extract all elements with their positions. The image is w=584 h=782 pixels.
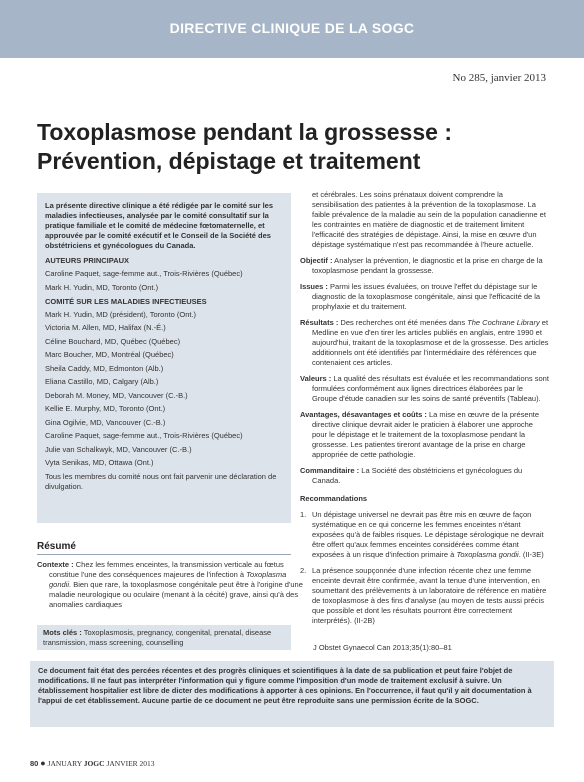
recommendation-number: 1.	[300, 510, 307, 519]
committee-member: Vyta Senikas, MD, Ottawa (Ont.)	[45, 458, 154, 467]
resultats-text-a: Des recherches ont été menées dans	[338, 318, 468, 327]
issues-paragraph	[300, 282, 550, 312]
committee-member: Julie van Schalkwyk, MD, Vancouver (C.-B.)	[45, 444, 192, 454]
recommendation-item	[300, 510, 550, 560]
title-line-2: Prévention, dépistage et traitement	[37, 148, 421, 174]
committee-heading: COMITÉ SUR LES MALADIES INFECTIEUSES	[45, 296, 207, 306]
contexte-paragraph	[37, 560, 303, 610]
avantages-paragraph	[300, 410, 550, 460]
issues-label: Issues :	[300, 282, 328, 291]
journal-citation: J Obstet Gynaecol Can 2013;35(1):80–81	[313, 643, 452, 652]
abstract-right-column	[300, 190, 550, 632]
contexte-text-b: . Bien que rare, la toxoplasmose congénitale peut être à l'origine d'une maladie neurologique ou oculaire (menant à la cécité) grave, ainsi qu'à des anomalies cardiaques	[49, 580, 303, 609]
disclosure-note: Tous les membres du comité nous ont fait parvenir une déclaration de divulgation.	[45, 471, 277, 491]
avantages-text: La mise en œuvre de la présente directive clinique devrait aider le praticien à élaborer une approche pour le dépistage et le traitement de la toxoplasmose pendant la grossesse. Les patientes tireront avantage de la prise en charge appropriée de cette pathologie.	[312, 410, 540, 459]
author-name: Caroline Paquet, sage-femme aut., Trois-Rivières (Québec)	[45, 269, 243, 278]
disclaimer-text: Ce document fait état des percées récentes et des progrès cliniques et scientifiques à la date de sa publication et peut faire l'objet de modifications. Il ne faut pas interpréter l'information qui y figure comme l'imposition d'un mode de traitement exclusif à suivre. Un établissement hospitalier est libre de dicter des modifications à apporter à ces opinions. En l'occurrence, il faut qu'il y ait documentation à l'appui de cet établissement. Aucune partie de ce document ne peut être reproduite sans une permission écrite de la SOGC.	[38, 666, 532, 705]
header-band	[0, 0, 584, 58]
page-footer	[30, 758, 155, 768]
recommendation-italic: Toxoplasma gondii	[456, 550, 519, 559]
authors-heading: AUTEURS PRINCIPAUX	[45, 256, 130, 265]
issues-text: Parmi les issues évaluées, on trouve l'effet du dépistage sur le diagnostic de la toxoplasmose congénitale, ainsi que l'efficacité de la prophylaxie et du traitement.	[312, 282, 541, 311]
committee-member: Gina Ogilvie, MD, Vancouver (C.-B.)	[45, 417, 166, 427]
commanditaire-paragraph	[300, 466, 550, 486]
authors-box	[37, 193, 291, 523]
commanditaire-text: La Société des obstétriciens et gynécologues du Canada.	[312, 466, 523, 485]
resume-heading: Résumé	[37, 541, 76, 552]
issue-number: No 285, janvier 2013	[452, 72, 546, 84]
contexte-label: Contexte :	[37, 560, 74, 569]
footer-month-en: JANUARY	[47, 759, 82, 768]
recommendation-number: 2.	[300, 566, 307, 575]
contexte-italic: Toxoplasma gondii	[49, 570, 287, 589]
committee-member: Mark H. Yudin, MD (président), Toronto (Ont.)	[45, 309, 197, 319]
keywords-box	[37, 625, 291, 650]
committee-member: Eliana Castillo, MD, Calgary (Alb.)	[45, 377, 159, 386]
page-number: 80	[30, 759, 39, 768]
committee-member: Marc Boucher, MD, Montréal (Québec)	[45, 350, 174, 359]
committee-member: Sheila Caddy, MD, Edmonton (Alb.)	[45, 363, 164, 373]
recommendation-text-b: . (II-3E)	[518, 550, 544, 559]
committee-member: Caroline Paquet, sage-femme aut., Trois-Rivières (Québec)	[45, 431, 243, 440]
bullet-icon: ●	[40, 758, 46, 768]
resultats-label: Résultats :	[300, 318, 339, 327]
author-name: Mark H. Yudin, MD, Toronto (Ont.)	[45, 282, 159, 292]
keywords-text: Toxoplasmosis, pregnancy, congenital, prenatal, disease transmission, mass screening, counselling	[43, 628, 272, 647]
resultats-paragraph	[300, 318, 550, 368]
recommendation-text: La présence soupçonnée d'une infection récente chez une femme enceinte devrait être confirmée, avant la tenue d'une intervention, en soumettant des prélèvements à un laboratoire de référence en matière de toxoplasmose à des fins d'analyse (au moyen de tests aussi précis que possible et dont les résultats pourront être correctement interprétés). (II-2B)	[312, 566, 547, 625]
objectif-text: Analyser la prévention, le diagnostic et la prise en charge de la toxoplasmose pendant la grossesse.	[312, 256, 543, 275]
section-title: DIRECTIVE CLINIQUE DE LA SOGC	[169, 20, 415, 36]
contexte-text-a: Chez les femmes enceintes, la transmission verticale au fœtus constitue l'une des conséquences majeures de l'infection à	[49, 560, 284, 579]
recommendation-item	[300, 566, 550, 626]
resume-divider	[37, 554, 291, 555]
valeurs-label: Valeurs :	[300, 374, 332, 383]
valeurs-text: La qualité des résultats est évaluée et les recommandations sont formulées conformément aux lignes directrices élaborées par le Groupe d'étude canadien sur les soins de santé préventifs (Tableau).	[312, 374, 549, 403]
resultats-text-b: et Medline en vue d'en tirer les articles publiés en anglais, entre 1990 et aujourd'hui, traitant de la toxoplasmose et de la grossesse. Des articles additionnels ont été identifiés par l'intermédiaire des références que contenaient ces articles.	[312, 318, 549, 367]
resultats-italic: The Cochrane Library	[467, 318, 540, 327]
contexte-continuation: et cérébrales. Les soins prénataux doivent comprendre la sensibilisation des patientes à la prévention de la toxoplasmose. La faible prévalence de la maladie au sein de la population canadienne et les contraintes en matière de diagnostic et de traitement limitent l'efficacité des stratégies de dépistage. Ainsi, la mise en œuvre d'un dépistage systématique n'est pas recommandée à l'heure actuelle.	[312, 190, 546, 249]
document-title	[37, 118, 537, 176]
recommendation-text-a: Un dépistage universel ne devrait pas être mis en œuvre de façon systématique en ce qui concerne les femmes enceintes n'étant exposées qu'à de faibles risques. Le dépistage sérologique ne devrait être offert qu'aux femmes enceintes considérées comme étant exposées à un risque d'infection primaire à	[312, 510, 544, 559]
committee-member: Céline Bouchard, MD, Québec (Québec)	[45, 336, 181, 346]
valeurs-paragraph	[300, 374, 550, 404]
journal-brand: JOGC	[83, 759, 105, 768]
footer-month-fr: JANVIER 2013	[106, 759, 155, 768]
commanditaire-label: Commanditaire :	[300, 466, 360, 475]
objectif-label: Objectif :	[300, 256, 333, 265]
avantages-label: Avantages, désavantages et coûts :	[300, 410, 427, 419]
keywords-label: Mots clés :	[43, 628, 82, 637]
title-line-1: Toxoplasmose pendant la grossesse :	[37, 119, 452, 145]
objectif-paragraph	[300, 256, 550, 276]
committee-member: Victoria M. Allen, MD, Halifax (N.-É.)	[45, 323, 166, 332]
committee-intro: La présente directive clinique a été rédigée par le comité sur les maladies infectieuses, analysée par le comité consultatif sur la pratique familiale et le comité de médecine fœtomaternelle, et approuvée par le comité exécutif et le Conseil de la Société des obstétriciens et gynécologues du Canada.	[45, 201, 274, 250]
disclaimer-box	[30, 661, 554, 727]
recommendations-heading: Recommandations	[300, 494, 368, 503]
committee-member: Kellie E. Murphy, MD, Toronto (Ont.)	[45, 404, 166, 413]
committee-member: Deborah M. Money, MD, Vancouver (C.-B.)	[45, 390, 188, 400]
